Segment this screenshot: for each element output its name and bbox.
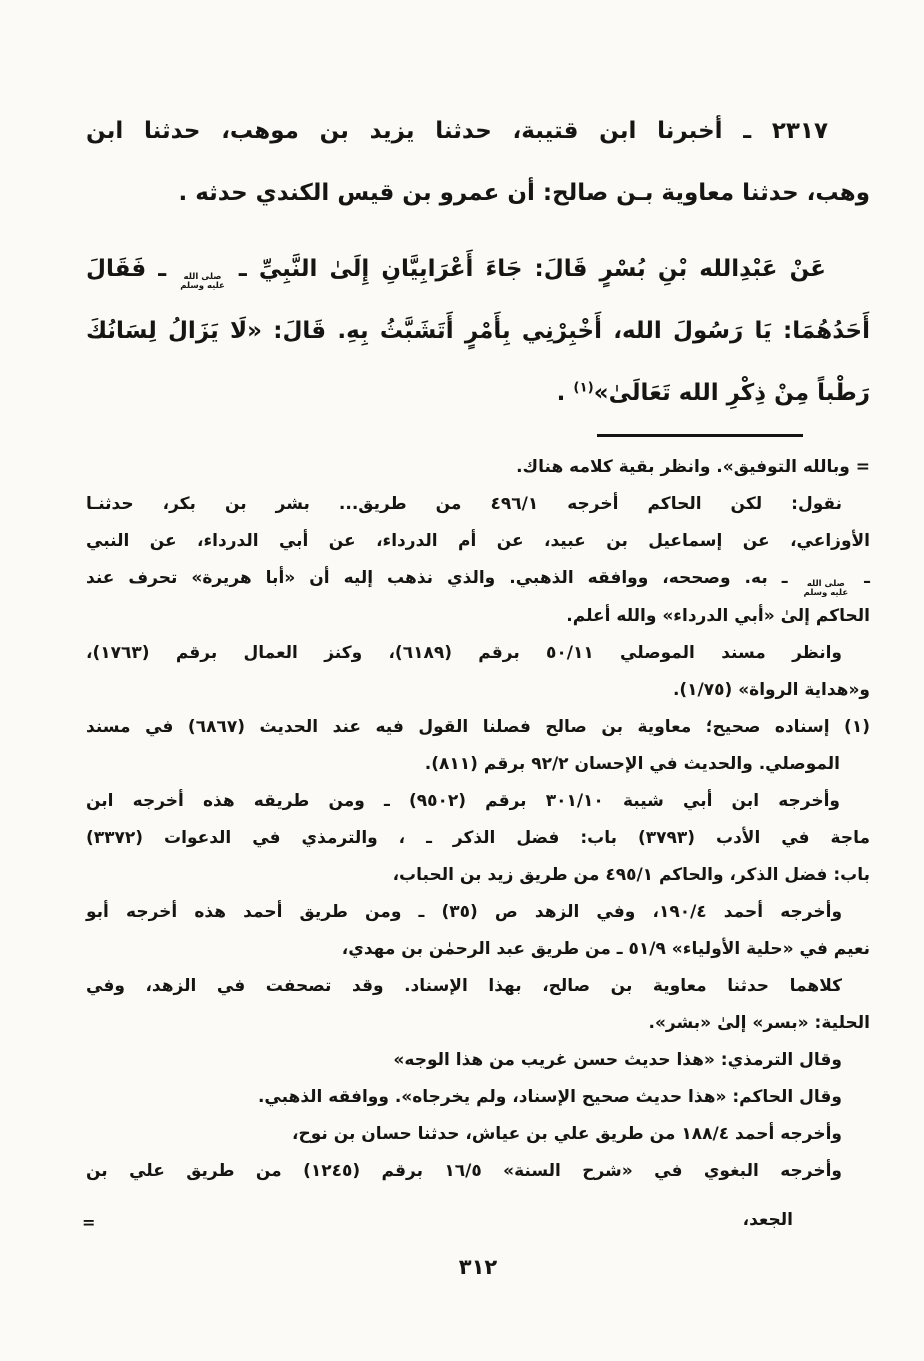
footnote-line: و«هداية الرواة» (١/٧٥). — [672, 679, 870, 700]
footnote-line: وأخرجه أحمد ١٨٨/٤ من طريق علي بن عياش، حدثنا حسان بن نوح، — [292, 1123, 842, 1144]
prophet-honorific-icon: صلى الله عليه وسلم — [180, 272, 225, 291]
footnote-line: ماجة في الأدب (٣٧٩٣) باب: فضل الذكر ـ ، والترمذي في الدعوات (٣٣٧٢) — [86, 827, 871, 848]
footnote-line: وانظر مسند الموصلي ٥٠/١١ برقم (٦١٨٩)، وكنز العمال برقم (١٧٦٣)، — [86, 642, 842, 663]
prophet-honorific-icon: صلى الله عليه وسلم — [803, 579, 849, 598]
footnote-line: ـ صلى الله عليه وسلم ـ به. وصححه، ووافقه الذهبي. والذي نذهب إليه أن «أبا هريرة» تحرف عند — [86, 568, 870, 598]
footnotes-section — [82, 449, 871, 1239]
continuation-mark-bottom: = — [82, 1212, 96, 1232]
footnote-line: وقال الحاكم: «هذا حديث صحيح الإسناد، ولم يخرجاه». ووافقه الذهبي. — [257, 1086, 842, 1107]
footnote-line: وقال الترمذي: «هذا حديث حسن غريب من هذا الوجه» — [393, 1049, 842, 1070]
matn-paragraph — [86, 100, 870, 224]
footnote-line: وأخرجه البغوي في «شرح السنة» ١٦/٥ برقم (١٢٤٥) من طريق علي بن — [86, 1160, 842, 1181]
footnote-line: الموصلي. والحديث في الإحسان ٩٢/٢ برقم (٨١١). — [424, 753, 840, 774]
footnote-line: باب: فضل الذكر، والحاكم ٤٩٥/١ من طريق زيد بن الحباب، — [392, 864, 870, 885]
footnote-line: = الجعد، — [86, 1202, 870, 1239]
footnote-line: (١) إسناده صحيح؛ معاوية بن صالح فصلنا القول فيه عند الحديث (٦٨٦٧) في مسند — [86, 716, 870, 737]
matn-line: عَنْ عَبْدِالله بْنِ بُسْرٍ قَالَ: جَاءَ أَعْرَابِيَّانِ إِلَىٰ النَّبِيِّ ـ صلى الله عليه وسلم ـ فَقَالَ — [86, 256, 826, 291]
footnote-line: كلاهما حدثنا معاوية بن صالح، بهذا الإسناد. وقد تصحفت في الزهد، وفي — [86, 975, 842, 996]
footnote-line: وأخرجه ابن أبي شيبة ٣٠١/١٠ برقم (٩٥٠٢) ـ ومن طريقه هذه أخرجه ابن — [86, 790, 840, 811]
footnote-line: الأوزاعي، عن إسماعيل بن عبيد، عن أم الدرداء، عن أبي الدرداء، عن النبي — [86, 531, 870, 551]
footnote-ref-marker: (١) — [573, 380, 594, 396]
footnote-line: = وبالله التوفيق». وانظر بقية كلامه هناك. — [516, 457, 870, 477]
matn-line: ٢٣١٧ ـ أخبرنا ابن قتيبة، حدثنا يزيد بن موهب، حدثنا ابن — [86, 118, 828, 144]
footnote-line: نقول: لكن الحاكم أخرجه ٤٩٦/١ من طريق... بشر بن بكر، حدثنـا — [86, 494, 842, 514]
footnote-separator — [597, 434, 803, 437]
matn-line: وهب، حدثنا معاوية بـن صالح: أن عمرو بن قيس الكندي حدثه . — [178, 180, 870, 206]
footnote-line: الحاكم إلىٰ «أبي الدرداء» والله أعلم. — [566, 605, 870, 626]
matn-line: رَطْباً مِنْ ذِكْرِ الله تَعَالَىٰ»$^{(١)}$ . — [556, 380, 870, 406]
footnote-line: نعيم في «حلية الأولياء» ٥١/٩ ـ من طريق عبد الرحمٰن بن مهدي، — [341, 938, 870, 959]
footnote-line: الحلية: «بسر» إلىٰ «بشر». — [648, 1012, 870, 1033]
page-number: ٣١٢ — [458, 1254, 498, 1279]
hadith-main-text — [86, 100, 870, 424]
footnote-line: وأخرجه أحمد ١٩٠/٤، وفي الزهد ص (٣٥) ـ ومن طريق أحمد هذه أخرجه أبو — [86, 901, 843, 922]
matn-paragraph — [86, 238, 870, 424]
matn-line: أَحَدُهُمَا: يَا رَسُولَ الله، أَخْبِرْنِي بِأَمْرٍ أَتَشَبَّثُ بِهِ. قَالَ: «لَا يَزَالُ لِسَانُكَ — [86, 318, 870, 344]
